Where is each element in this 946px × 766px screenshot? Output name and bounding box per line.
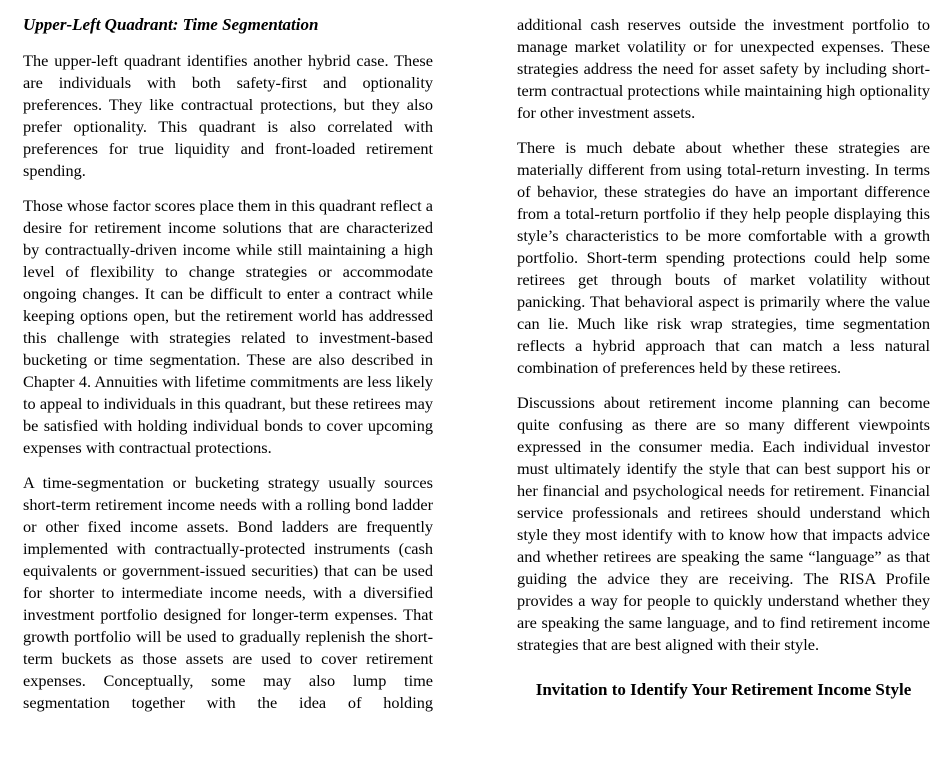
- paragraph: There is much debate about whether these strategies are materially different from using total-return investing. In terms of behavior, these strategies do have an important difference from a total-return portfolio if they help people displaying this style’s characteristics to be more comfortable with a growth portfolio. Short-term spending protections could help some retirees get through bouts of market volatility without panicking. That behavioral aspect is primarily where the value can lie. Much like risk wrap strategies, time segmentation reflects a hybrid approach that can match a less natural combination of preferences held by these retirees.: [517, 138, 930, 377]
- left-column: [23, 14, 433, 766]
- paragraph: Discussions about retirement income planning can become quite confusing as there are so many different viewpoints expressed in the consumer media. Each individual investor must ultimately identify the style that can best support his or her financial and psychological needs for retirement. Financial service professionals and retirees should understand which style they most identify with to know how that impacts advice and whether retirees are speaking the same “language” as that guiding the advice they are receiving. The RISA Profile provides a way for people to quickly understand whether they are speaking the same language, and to find retirement income strategies that are best aligned with their style.: [517, 393, 930, 654]
- section-heading: Upper-Left Quadrant: Time Segmentation: [23, 15, 319, 34]
- paragraph: additional cash reserves outside the investment portfolio to manage market volatility or for unexpected expenses. These strategies address the need for asset safety by including short-term contractual protections while maintaining high optionality for other investment assets.: [517, 15, 930, 122]
- paragraph: The upper-left quadrant identifies another hybrid case. These are individuals with both safety-first and optionality preferences. They like contractual protections, but they also prefer optionality. This quadrant is also correlated with preferences for true liquidity and front-loaded retirement spending.: [23, 51, 433, 180]
- paragraph: Those whose factor scores place them in this quadrant reflect a desire for retirement income solutions that are characterized by contractually-driven income while still maintaining a high level of flexibility to change strategies or accommodate ongoing changes. It can be difficult to enter a contract while keeping options open, but the retirement world has addressed this challenge with strategies related to investment-based bucketing or time segmentation. These are also described in Chapter 4. Annuities with lifetime commitments are less likely to appeal to individuals in this quadrant, but these retirees may be satisfied with holding individual bonds to cover upcoming expenses with contractual protections.: [23, 196, 433, 457]
- invitation-heading: Invitation to Identify Your Retirement Income Style: [535, 680, 912, 699]
- paragraph: A time-segmentation or bucketing strategy usually sources short-term retirement income needs with a rolling bond ladder or other fixed income assets. Bond ladders are frequently implemented with contractually-protected instruments (cash equivalents or government-issued securities) that can be used for shorter to intermediate income needs, with a diversified investment portfolio designed for longer-term expenses. That growth portfolio will be used to gradually replenish the short-term buckets as those assets are used to cover retirement expenses. Conceptually, some may also lump time segmentation together with the idea of holding: [23, 473, 433, 712]
- right-column: [517, 14, 930, 766]
